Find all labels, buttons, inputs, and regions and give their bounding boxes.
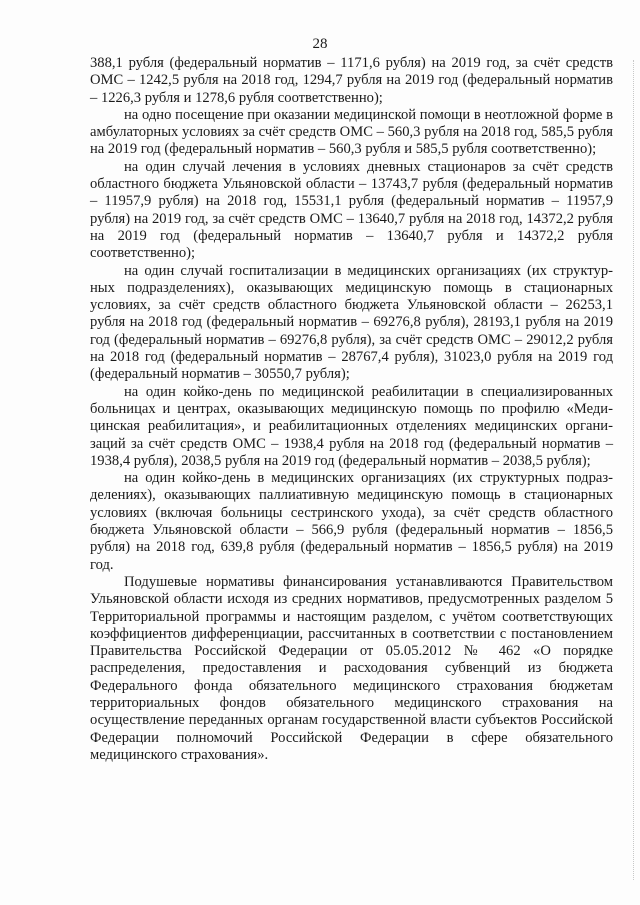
document-body bbox=[90, 55, 613, 764]
paragraph-palliative-bed-day: на один койко-день в медицинских организациях (их структурных подразделениях), оказывающих паллиативную медицинскую помощь в стационарных условиях (включая больницы сестринского ухода), за счёт средств областного бюджета Ульяновской области – 566,9 рубля (федеральный норматив – 1856,5 рубля) на 2018 год, 639,8 рубля (федеральный норматив – 1856,5 рубля) на 2019 год. bbox=[90, 470, 613, 573]
paragraph-per-capita-standards: Подушевые нормативы финансирования устанавливаются Правительством Ульяновской области исходя из средних нормативов, предусмотренных разделом 5 Территориальной программы и настоящим разделом, с учётом соответствующих коэффициентов дифференциации, рассчитанных в соответствии с постановлением Правительства Российской Федерации от 05.05.2012 № 462 «О порядке распределения, предоставления и расходования субвенций из бюджета Федерального фонда обязательного медицинского страхования бюджетам территориальных фондов обязательного медицинского страхования на осуществление переданных органам государственной власти субъектов Российской Федерации полномочий Российской Федерации в сфере обязательного медицинского страхования». bbox=[90, 573, 613, 763]
paragraph-omc-visit-continued: 388,1 рубля (федеральный норматив – 1171,6 рубля) на 2019 год, за счёт средств ОМС – 1242,5 рубля на 2018 год, 1294,7 рубля на 2019 год (федеральный норматив – 1226,3 рубля и 1278,6 рубля соответственно); bbox=[90, 55, 613, 106]
paragraph-day-hospital: на один случай лечения в условиях дневных стационаров за счёт средств областного бюджета Ульяновской области – 13743,7 рубля (федеральный норматив – 11957,9 рубля) на 2018 год, 15531,1 рубля (федеральный норматив – 11957,9 рубля) на 2019 год, за счёт средств ОМС – 13640,7 рубля на 2018 год, 14372,2 рубля на 2019 год (федеральный норматив – 13640,7 рубля и 14372,2 рубля соответственно); bbox=[90, 158, 613, 262]
paragraph-emergency-visit: на одно посещение при оказании медицинской помощи в неотложной форме в амбулаторных условиях за счёт средств ОМС – 560,3 рубля на 2018 год, 585,5 рубля на 2019 год (федеральный норматив – 560,3 рубля и 585,5 рубля соответственно); bbox=[90, 106, 613, 158]
scan-edge-line bbox=[632, 60, 634, 880]
paragraph-hospitalization: на один случай госпитализации в медицинских организациях (их структурных подразделениях), оказывающих медицинскую помощь в стационарных условиях, за счёт средств областного бюджета Ульяновской области – 26253,1 рубля на 2018 год (федеральный норматив – 69276,8 рубля), 28193,1 рубля на 2019 год (федеральный норматив – 69276,8 рубля), за счёт средств ОМС – 29012,2 рубля на 2018 год (федеральный норматив – 28767,4 рубля), 31023,0 рубля на 2019 год (федеральный норматив – 30550,7 рубля); bbox=[90, 262, 613, 383]
page-number: 28 bbox=[312, 36, 328, 52]
paragraph-rehabilitation-bed-day: на один койко-день по медицинской реабилитации в специализированных больницах и центрах, оказывающих медицинскую помощь по профилю «Медицинская реабилитация», и реабилитационных отделениях медицинских организаций за счёт средств ОМС – 1938,4 рубля на 2018 год (федеральный норматив – 1938,4 рубля), 2038,5 рубля на 2019 год (федеральный норматив – 2038,5 рубля); bbox=[90, 383, 613, 469]
